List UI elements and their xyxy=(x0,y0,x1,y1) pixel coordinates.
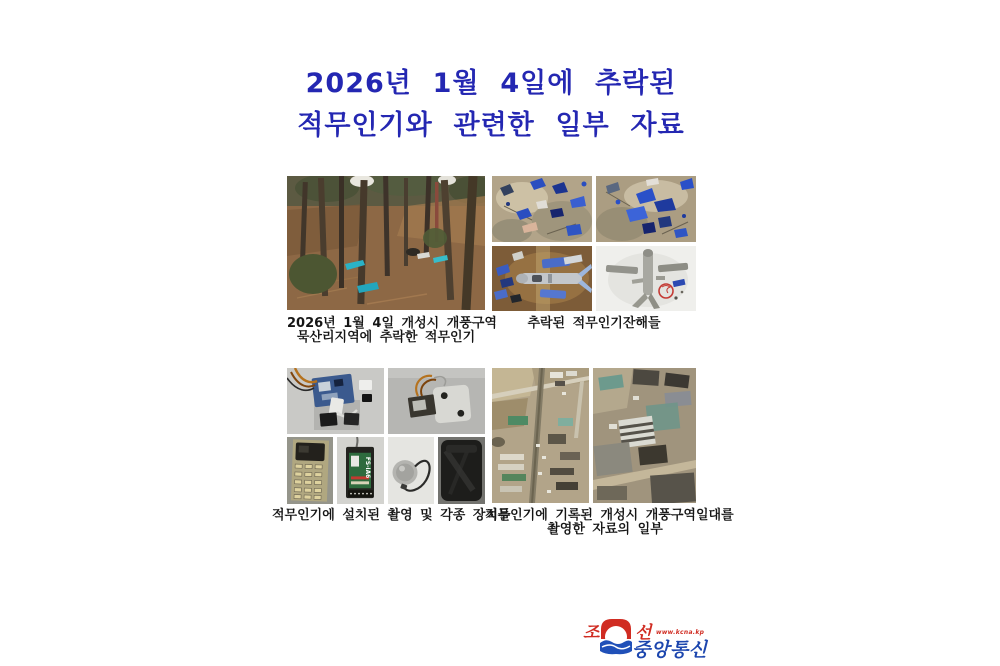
crash-site-caption xyxy=(287,316,497,345)
devices-caption: 적무인기에 설치된 촬영 및 각종 장치들 xyxy=(272,508,511,523)
wreckage-airframe-photo xyxy=(596,246,696,311)
wreckage-caption: 추락된 적무인기잔해들 xyxy=(527,316,661,331)
aerial-caption-line1: 적무인기에 기록된 개성시 개풍구역일대를 xyxy=(485,508,734,523)
device-photo-gps-antenna xyxy=(388,437,434,504)
device-photo-camera-board xyxy=(287,368,384,434)
aerial-photo-buildings xyxy=(593,368,696,503)
device-photo-camera-mount xyxy=(388,368,485,434)
device-photo-receiver xyxy=(337,437,384,504)
wreckage-debris-photo-2 xyxy=(596,176,696,242)
crash-site-caption-line1: 2026년 1월 4일 개성시 개풍구역 xyxy=(287,316,497,331)
aerial-photo-town xyxy=(492,368,589,503)
crash-site-caption-line2: 묵산리지역에 추락한 적무인기 xyxy=(296,329,476,345)
wreckage-debris-photo-1 xyxy=(492,176,592,242)
aerial-caption xyxy=(485,508,734,537)
kcna-logo xyxy=(583,614,723,664)
kcna-emblem-icon xyxy=(598,615,634,655)
page-title-line1: 2026년 1월 4일에 추락된 xyxy=(305,68,677,99)
logo-text-cho: 조 xyxy=(583,623,600,643)
logo-text-son: 선 xyxy=(635,623,652,643)
wreckage-assembled-photo xyxy=(492,246,592,311)
crash-site-photo xyxy=(287,176,485,310)
aerial-caption-line2: 촬영한 자료의 일부 xyxy=(547,521,663,537)
page-title-line2: 적무인기와 관련한 일부 자료 xyxy=(297,110,685,141)
device-photo-camera-case xyxy=(438,437,485,504)
receiver-model-label: FS-iA6 xyxy=(363,456,372,479)
device-photo-circuit-panel xyxy=(287,437,333,504)
logo-url-text: www.kcna.kp xyxy=(656,629,705,636)
logo-text-agency: 중앙통신 xyxy=(632,639,708,661)
